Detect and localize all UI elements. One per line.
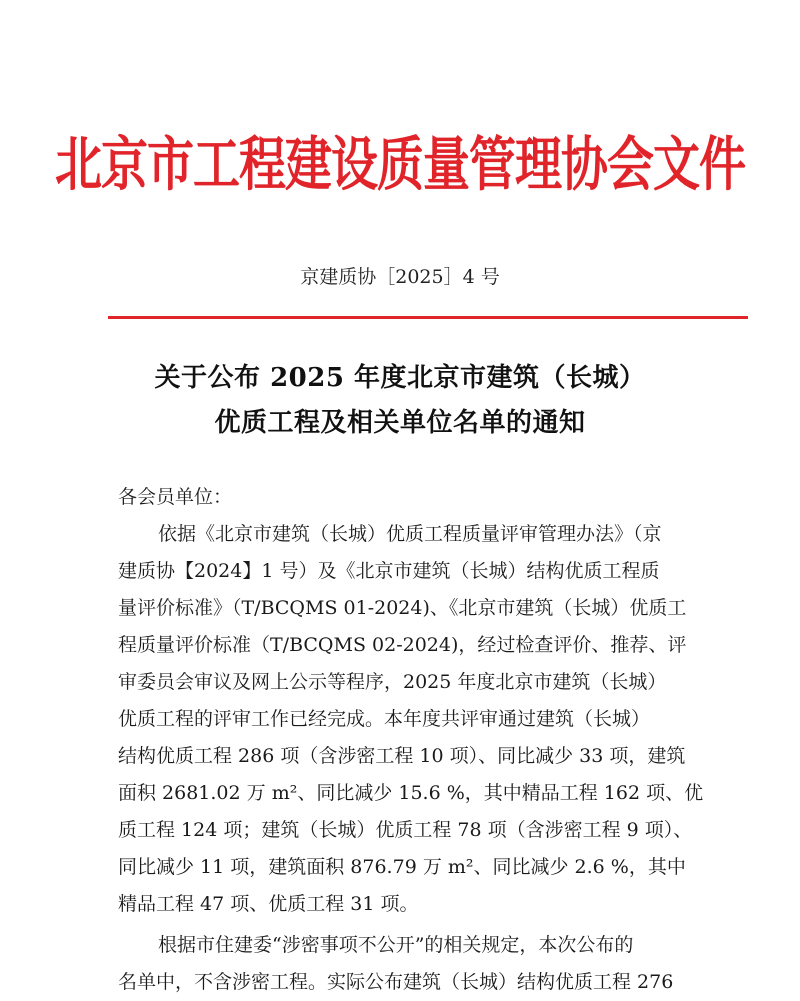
notice-title-line-2: 优质工程及相关单位名单的通知 [214,408,586,438]
body-line: 结构优质工程 286 项（含涉密工程 10 项）、同比减少 33 项，建筑 [118,745,686,767]
body-line: 同比减少 11 项，建筑面积 876.79 万 m²、同比减少 2.6 %，其中 [118,856,686,878]
body-line: 精品工程 47 项、优质工程 31 项。 [118,893,419,915]
body-line: 质工程 124 项；建筑（长城）优质工程 78 项（含涉密工程 9 项）、 [118,819,693,841]
body-line: 面积 2681.02 万 m²、同比减少 15.6 %，其中精品工程 162 项、优 [118,782,704,804]
notice-title-line-1: 关于公布 2025 年度北京市建筑（长城） [154,363,646,393]
body-line: 建质协【2024】1 号）及《北京市建筑（长城）结构优质工程质 [118,560,660,582]
body-line: 优质工程的评审工作已经完成。本年度共评审通过建筑（长城） [118,708,651,730]
salutation: 各会员单位： [118,486,233,508]
body-line: 依据《北京市建筑（长城）优质工程质量评审管理办法》（京 [158,523,662,545]
body-line: 量评价标准》（T/BCQMS 01-2024)、《北京市建筑（长城）优质工 [118,597,687,619]
body-line: 名单中，不含涉密工程。实际公布建筑（长城）结构优质工程 276 [118,971,674,993]
body-line: 程质量评价标准（T/BCQMS 02-2024)，经过检查评价、推荐、评 [118,634,687,656]
red-divider [108,316,748,319]
body-line: 审委员会审议及网上公示等程序，2025 年度北京市建筑（长城） [118,671,667,693]
body-line: 根据市住建委“涉密事项不公开”的相关规定，本次公布的 [158,934,634,956]
issuer-header: 北京市工程建设质量管理协会文件 [55,130,745,200]
document-number: 京建质协［2025］4 号 [300,266,500,288]
